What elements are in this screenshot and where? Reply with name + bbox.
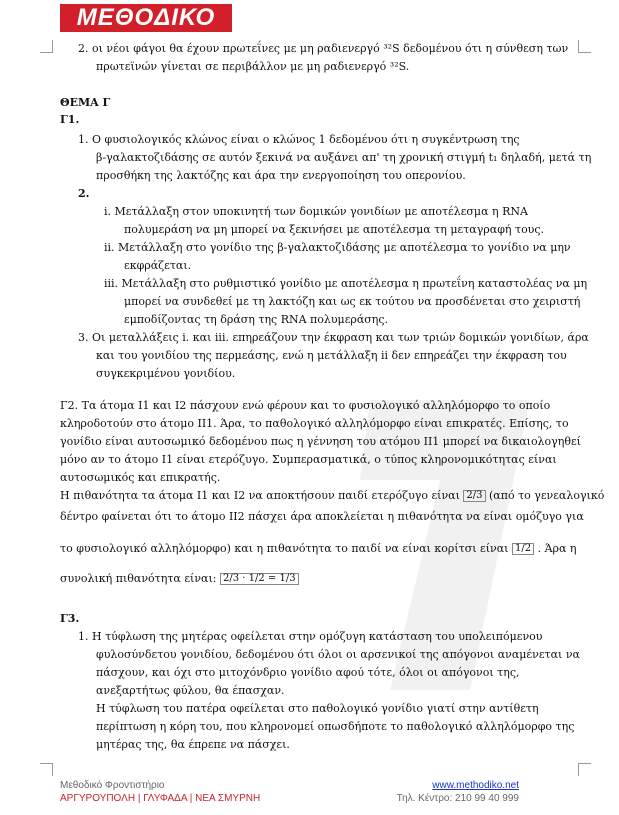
text-line	[60, 487, 604, 505]
text-line: μητέρας της, θα έπρεπε να πάσχει.	[96, 738, 290, 751]
fraction-product: 2/3 · 1/2 = 1/3	[220, 573, 299, 585]
logo: ΜΕΘΟΔΙΚΟ	[76, 4, 216, 31]
text-line: γονίδιο είναι αυτοσωμικό δεδομένου πως η γέννηση του ατόμου ΙΙ1 μπορεί να δικαιολογηθεί	[60, 435, 581, 448]
text-line	[60, 570, 299, 588]
subsection-heading: Γ3.	[60, 612, 80, 625]
text-span: το φυσιολογικό αλληλόμορφο) και η πιθανότητα το παιδί να είναι κορίτσι είναι	[60, 542, 509, 555]
footer-left	[60, 779, 260, 805]
text-line: συγκεκριμένου γονιδίου.	[96, 367, 236, 380]
subsection-heading: Γ1.	[60, 113, 80, 126]
text-line: ii. Μετάλλαξη στο γονίδιο της β-γαλακτοζιδάσης με αποτέλεσμα το γονίδιο να μην	[104, 241, 571, 254]
text-line: β-γαλακτοζιδάσης σε αυτόν ξεκινά να αυξάνει απ' τη χρονική στιγμή t₁ δηλαδή, μετά τη	[96, 151, 592, 164]
text-line: 2. οι νέοι φάγοι θα έχουν πρωτεΐνες με μη ραδιενεργό ³²S δεδομένου ότι η σύνθεση των	[78, 42, 569, 55]
list-number: 2.	[78, 187, 90, 200]
text-line: αυτοσωμικός και επικρατής.	[60, 471, 221, 484]
text-line: δέντρο φαίνεται ότι το άτομο ΙΙ2 πάσχει άρα αποκλείεται η πιθανότητα να είναι ομόζυγο για	[60, 510, 584, 523]
text-line: εκφράζεται.	[124, 259, 192, 272]
text-line: 1. Ο φυσιολογικός κλώνος είναι ο κλώνος 1 δεδομένου ότι η συγκέντρωση της	[78, 133, 520, 146]
text-line: περίπτωση η κόρη του, που κληρονομεί οπωσδήποτε το παθολογικό αλληλόμορφο της	[96, 720, 575, 733]
text-line	[60, 540, 577, 558]
text-line: ανεξαρτήτως φύλου, θα έπασχαν.	[96, 684, 285, 697]
corner-mark	[40, 40, 53, 53]
text-line: πάσχουν, και όχι στο μιτοχόνδριο γονίδιο αφού τότε, όλοι οι απόγονοι της,	[96, 666, 520, 679]
text-line: Η τύφλωση του πατέρα οφείλεται στο παθολογικό γονίδιο γιατί στην αντίθετη	[96, 702, 539, 715]
text-line: Γ2. Τα άτομα Ι1 και Ι2 πάσχουν ενώ φέρουν και το φυσιολογικό αλληλόμορφο το οποίο	[60, 399, 551, 412]
fraction-one-half: 1/2	[512, 543, 534, 555]
corner-mark	[578, 763, 591, 776]
fraction-two-thirds: 2/3	[463, 490, 485, 502]
footer-phone: Τηλ. Κέντρο: 210 99 40 999	[396, 793, 519, 804]
text-span: συνολική πιθανότητα είναι:	[60, 572, 217, 585]
text-span: . Άρα η	[537, 542, 577, 555]
text-line: πρωτεϊνών γίνεται σε περιβάλλον με μη ραδιενεργό ³²S.	[96, 60, 410, 73]
corner-mark	[40, 763, 53, 776]
text-line: μπορεί να συνδεθεί με τη λακτόζη και ως εκ τούτου να προσδένεται στο χειριστή	[124, 295, 581, 308]
text-line: κληροδοτούν στο άτομο ΙΙ1. Άρα, το παθολογικό αλληλόμορφο είναι επικρατές. Επίσης, το	[60, 417, 569, 430]
footer-right	[397, 779, 519, 805]
text-line: 3. Οι μεταλλάξεις i. και iii. επηρεάζουν την έκφραση και των τριών δομικών γονιδίων, άρα	[78, 331, 589, 344]
text-line: και του γονιδίου της περμεάσης, ενώ η μετάλλαξη ii δεν επηρεάζει την έκφραση του	[96, 349, 567, 362]
text-line: i. Μετάλλαξη στον υποκινητή των δομικών γονιδίων με αποτέλεσμα η RNA	[104, 205, 528, 218]
text-line: μόνο αν το άτομο Ι1 είναι ετερόζυγο. Συμπερασματικά, ο τύπος κληρονομικότητας είναι	[60, 453, 557, 466]
footer-website-link[interactable]: www.methodiko.net	[432, 780, 519, 791]
text-span: Η πιθανότητα τα άτομα Ι1 και Ι2 να αποκτήσουν παιδί ετερόζυγο είναι	[60, 489, 460, 502]
text-line: φυλοσύνδετου γονιδίου, δεδομένου ότι όλοι οι αρσενικοί της απόγονοι αναμένεται να	[96, 648, 580, 661]
section-heading: ΘΕΜΑ Γ	[60, 96, 111, 109]
text-line: 1. Η τύφλωση της μητέρας οφείλεται στην ομόζυγη κατάσταση του υπολειπόμενου	[78, 630, 543, 643]
text-line: εμποδίζοντας τη δράση της RNA πολυμεράσης.	[124, 313, 389, 326]
text-span: (από το γενεαλογικό	[489, 489, 605, 502]
text-line: προσθήκη της λακτόζης και άρα την ενεργοποίηση του οπερονίου.	[96, 169, 466, 182]
text-line: iii. Μετάλλαξη στο ρυθμιστικό γονίδιο με αποτέλεσμα η πρωτεΐνη καταστολέας να μη	[104, 277, 588, 290]
corner-mark	[578, 40, 591, 53]
text-line: πολυμεράση να μη μπορεί να ξεκινήσει με αποτέλεσμα τη μεταγραφή τους.	[124, 223, 545, 236]
footer-org: Μεθοδικό Φροντιστήριο	[60, 780, 165, 791]
footer-branches: ΑΡΓΥΡΟΥΠΟΛΗ | ΓΛΥΦΑΔΑ | ΝΕΑ ΣΜΥΡΝΗ	[60, 793, 261, 804]
